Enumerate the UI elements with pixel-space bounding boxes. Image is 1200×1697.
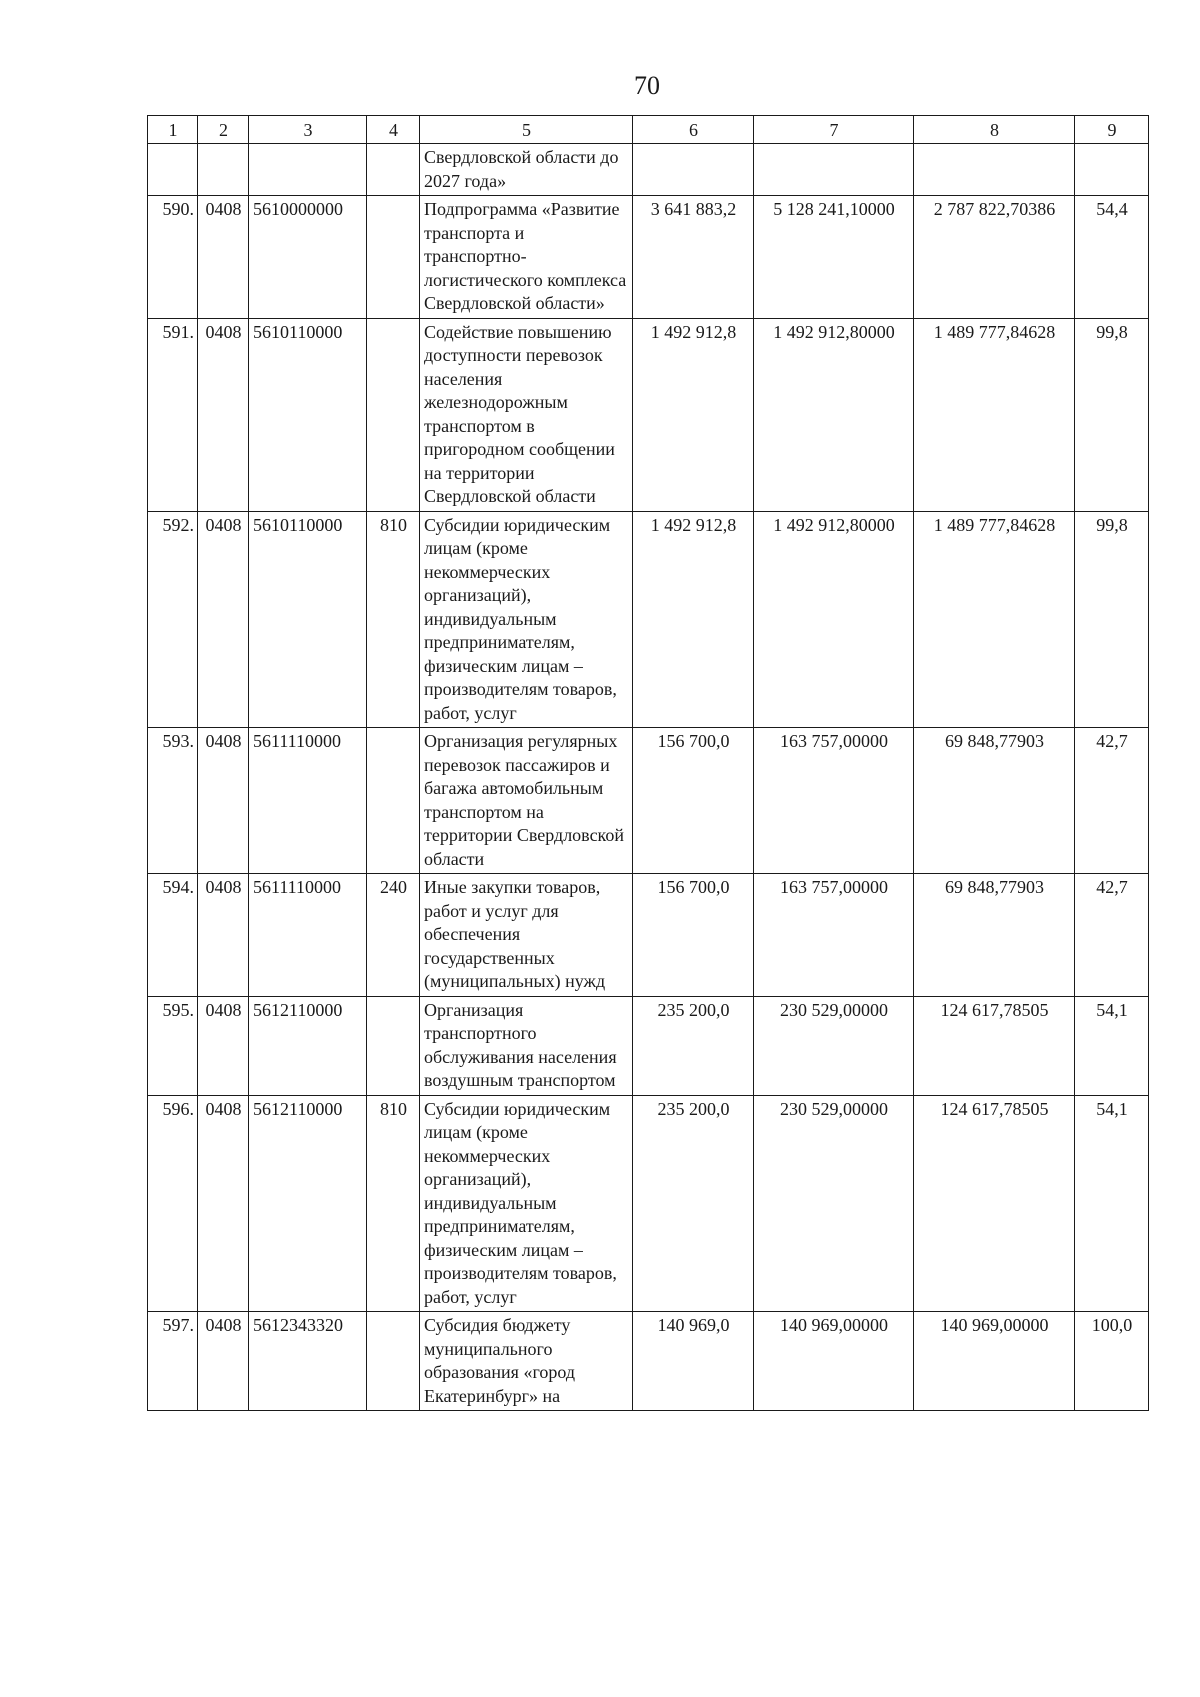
item-name-cell: Субсидии юридическим лицам (кроме некоммерческих организаций), индивидуальным предпринимателям, физическим лицам – производителям товаров, работ, услуг bbox=[420, 1095, 633, 1312]
execution-percent-cell: 42,7 bbox=[1075, 874, 1149, 997]
header-cell: 3 bbox=[249, 116, 367, 144]
planned-amount-cell: 235 200,0 bbox=[633, 1095, 754, 1312]
target-code-cell: 5612110000 bbox=[249, 996, 367, 1095]
section-code-cell: 0408 bbox=[198, 1312, 249, 1411]
table-row bbox=[148, 1312, 1149, 1411]
item-name-cell: Организация транспортного обслуживания населения воздушным транспортом bbox=[420, 996, 633, 1095]
table-row bbox=[148, 511, 1149, 728]
expense-type-cell bbox=[367, 1312, 420, 1411]
row-number-cell bbox=[148, 144, 198, 196]
item-name-cell: Свердловской области до 2027 года» bbox=[420, 144, 633, 196]
table-body bbox=[148, 144, 1149, 1411]
row-number-cell: 596. bbox=[148, 1095, 198, 1312]
execution-percent-cell bbox=[1075, 144, 1149, 196]
planned-amount-cell: 235 200,0 bbox=[633, 996, 754, 1095]
executed-amount-cell: 1 489 777,84628 bbox=[914, 318, 1075, 511]
target-code-cell: 5612343320 bbox=[249, 1312, 367, 1411]
item-name-cell: Подпрограмма «Развитие транспорта и транспортно-логистического комплекса Свердловской области» bbox=[420, 196, 633, 319]
executed-amount-cell: 69 848,77903 bbox=[914, 874, 1075, 997]
item-name-cell: Иные закупки товаров, работ и услуг для обеспечения государственных (муниципальных) нужд bbox=[420, 874, 633, 997]
executed-amount-cell: 1 489 777,84628 bbox=[914, 511, 1075, 728]
approved-amount-cell bbox=[754, 144, 914, 196]
expense-type-cell: 240 bbox=[367, 874, 420, 997]
row-number-cell: 595. bbox=[148, 996, 198, 1095]
table-row bbox=[148, 318, 1149, 511]
planned-amount-cell: 3 641 883,2 bbox=[633, 196, 754, 319]
executed-amount-cell: 2 787 822,70386 bbox=[914, 196, 1075, 319]
section-code-cell: 0408 bbox=[198, 196, 249, 319]
item-name-cell: Организация регулярных перевозок пассажиров и багажа автомобильным транспортом на территории Свердловской области bbox=[420, 728, 633, 874]
header-cell: 4 bbox=[367, 116, 420, 144]
header-cell: 2 bbox=[198, 116, 249, 144]
planned-amount-cell: 1 492 912,8 bbox=[633, 318, 754, 511]
table-header bbox=[148, 116, 1149, 144]
approved-amount-cell: 163 757,00000 bbox=[754, 874, 914, 997]
approved-amount-cell: 230 529,00000 bbox=[754, 996, 914, 1095]
target-code-cell bbox=[249, 144, 367, 196]
item-name-cell: Субсидия бюджету муниципального образования «город Екатеринбург» на bbox=[420, 1312, 633, 1411]
table-row bbox=[148, 996, 1149, 1095]
target-code-cell: 5610110000 bbox=[249, 511, 367, 728]
item-name-cell: Содействие повышению доступности перевозок населения железнодорожным транспортом в пригородном сообщении на территории Свердловской области bbox=[420, 318, 633, 511]
planned-amount-cell: 156 700,0 bbox=[633, 874, 754, 997]
approved-amount-cell: 140 969,00000 bbox=[754, 1312, 914, 1411]
section-code-cell: 0408 bbox=[198, 728, 249, 874]
target-code-cell: 5610000000 bbox=[249, 196, 367, 319]
expense-type-cell bbox=[367, 996, 420, 1095]
header-cell: 7 bbox=[754, 116, 914, 144]
section-code-cell: 0408 bbox=[198, 1095, 249, 1312]
expense-type-cell bbox=[367, 318, 420, 511]
planned-amount-cell: 140 969,0 bbox=[633, 1312, 754, 1411]
row-number-cell: 590. bbox=[148, 196, 198, 319]
table-row bbox=[148, 144, 1149, 196]
approved-amount-cell: 1 492 912,80000 bbox=[754, 318, 914, 511]
section-code-cell: 0408 bbox=[198, 874, 249, 997]
header-cell: 9 bbox=[1075, 116, 1149, 144]
budget-table bbox=[147, 115, 1149, 1411]
execution-percent-cell: 54,4 bbox=[1075, 196, 1149, 319]
approved-amount-cell: 1 492 912,80000 bbox=[754, 511, 914, 728]
executed-amount-cell: 140 969,00000 bbox=[914, 1312, 1075, 1411]
approved-amount-cell: 230 529,00000 bbox=[754, 1095, 914, 1312]
table-row bbox=[148, 874, 1149, 997]
header-cell: 5 bbox=[420, 116, 633, 144]
planned-amount-cell: 1 492 912,8 bbox=[633, 511, 754, 728]
approved-amount-cell: 163 757,00000 bbox=[754, 728, 914, 874]
target-code-cell: 5610110000 bbox=[249, 318, 367, 511]
section-code-cell: 0408 bbox=[198, 996, 249, 1095]
planned-amount-cell bbox=[633, 144, 754, 196]
row-number-cell: 597. bbox=[148, 1312, 198, 1411]
table-row bbox=[148, 1095, 1149, 1312]
item-name-cell: Субсидии юридическим лицам (кроме некоммерческих организаций), индивидуальным предпринимателям, физическим лицам – производителям товаров, работ, услуг bbox=[420, 511, 633, 728]
execution-percent-cell: 54,1 bbox=[1075, 1095, 1149, 1312]
expense-type-cell: 810 bbox=[367, 1095, 420, 1312]
executed-amount-cell: 69 848,77903 bbox=[914, 728, 1075, 874]
row-number-cell: 594. bbox=[148, 874, 198, 997]
table-row bbox=[148, 728, 1149, 874]
expense-type-cell bbox=[367, 728, 420, 874]
execution-percent-cell: 42,7 bbox=[1075, 728, 1149, 874]
expense-type-cell bbox=[367, 196, 420, 319]
expense-type-cell bbox=[367, 144, 420, 196]
expense-type-cell: 810 bbox=[367, 511, 420, 728]
executed-amount-cell: 124 617,78505 bbox=[914, 996, 1075, 1095]
section-code-cell: 0408 bbox=[198, 318, 249, 511]
execution-percent-cell: 100,0 bbox=[1075, 1312, 1149, 1411]
execution-percent-cell: 99,8 bbox=[1075, 511, 1149, 728]
header-cell: 8 bbox=[914, 116, 1075, 144]
table-row bbox=[148, 196, 1149, 319]
section-code-cell bbox=[198, 144, 249, 196]
header-cell: 6 bbox=[633, 116, 754, 144]
execution-percent-cell: 99,8 bbox=[1075, 318, 1149, 511]
target-code-cell: 5611110000 bbox=[249, 874, 367, 997]
page-number: 70 bbox=[634, 71, 660, 100]
section-code-cell: 0408 bbox=[198, 511, 249, 728]
row-number-cell: 591. bbox=[148, 318, 198, 511]
header-cell: 1 bbox=[148, 116, 198, 144]
target-code-cell: 5612110000 bbox=[249, 1095, 367, 1312]
execution-percent-cell: 54,1 bbox=[1075, 996, 1149, 1095]
row-number-cell: 593. bbox=[148, 728, 198, 874]
planned-amount-cell: 156 700,0 bbox=[633, 728, 754, 874]
executed-amount-cell: 124 617,78505 bbox=[914, 1095, 1075, 1312]
row-number-cell: 592. bbox=[148, 511, 198, 728]
header-row bbox=[148, 116, 1149, 144]
target-code-cell: 5611110000 bbox=[249, 728, 367, 874]
approved-amount-cell: 5 128 241,10000 bbox=[754, 196, 914, 319]
executed-amount-cell bbox=[914, 144, 1075, 196]
